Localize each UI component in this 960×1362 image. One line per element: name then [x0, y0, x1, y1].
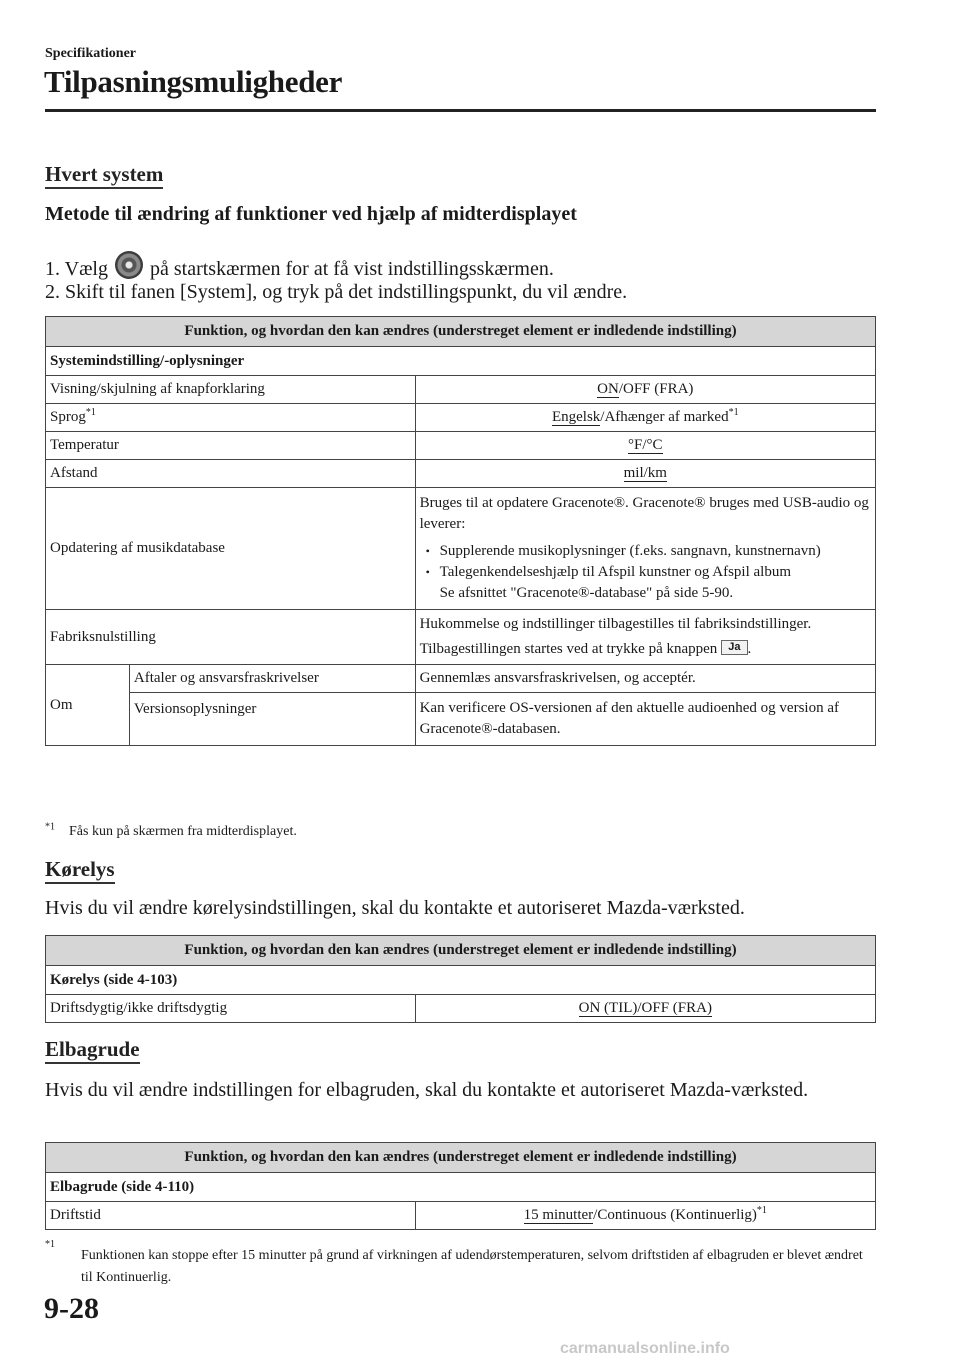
row-value: Engelsk/Afhænger af marked$^{*1}$: [415, 404, 875, 432]
row-value: [415, 432, 875, 460]
musik-list: [420, 541, 871, 604]
footnote-elbagrude: *1 Funktionen kan stoppe efter 15 minutter på grund af virkningen af udendørstemperaturen, selvom driftstiden af elbagruden er blevet ændret til Kontinuerlig.: [45, 1239, 863, 1285]
row-label: Afstand: [46, 460, 416, 488]
row-label: Aftaler og ansvarsfraskrivelser: [129, 665, 415, 693]
table-section: Elbagrude (side 4-110): [46, 1173, 876, 1202]
default-value: ON (TIL)/OFF (FRA): [578, 1000, 712, 1016]
settings-table-elbagrude: [45, 1142, 876, 1230]
footnote-marker: *1: [45, 821, 55, 833]
heading-elbagrude: Elbagrude: [45, 1037, 140, 1064]
title-rule: [45, 109, 876, 112]
row-value: 15 minutter/Continuous (Kontinuerlig)$^{*1}$: [415, 1202, 876, 1230]
fabrik-line2: Tilbagestillingen startes ved at trykke på knappen Ja .: [419, 641, 752, 657]
footnote-system: $^{*1}$ Fås kun på skærmen fra midterdisplayet.: [45, 821, 297, 839]
step-1: [45, 251, 554, 281]
row-label: Driftsdygtig/ikke driftsdygtig: [46, 995, 416, 1023]
row-label: Opdatering af musikdatabase: [46, 488, 416, 610]
heading-hvert-system: Hvert system: [45, 162, 163, 189]
subheading-midterdisplay: Metode til ændring af funktioner ved hjælp af midterdisplayet: [45, 203, 577, 225]
row-value: [415, 488, 875, 610]
step-1-post: på startskærmen for at få vist indstillingsskærmen.: [149, 258, 554, 280]
table-header: Funktion, og hvordan den kan ændres (understreget element er indledende indstilling): [46, 936, 876, 966]
row-label: Visning/skjulning af knapforklaring: [46, 376, 416, 404]
heading-korelys: Kørelys: [45, 857, 115, 884]
page-title: Tilpasningsmuligheder: [44, 64, 343, 99]
table-row: [46, 488, 876, 610]
table-section: Systemindstilling/-oplysninger: [46, 347, 876, 376]
row-label: Driftstid: [46, 1202, 416, 1230]
footnote-marker: *1: [728, 407, 739, 418]
table-header: Funktion, og hvordan den kan ændres (understreget element er indledende indstilling): [46, 317, 876, 347]
footnote-marker: *1: [85, 407, 96, 418]
table-row: [46, 404, 876, 432]
ja-button: Ja: [721, 640, 747, 655]
table-row: [46, 665, 876, 693]
step-2: 2. Skift til fanen [System], og tryk på det indstillingspunkt, du vil ændre.: [45, 281, 628, 303]
table-row: [46, 432, 876, 460]
table-row: [46, 693, 876, 746]
default-value: ON: [597, 381, 619, 397]
row-label: Sprog$^{*1}$: [46, 404, 416, 432]
section-label: Specifikationer: [45, 46, 136, 61]
default-value: °F/°C: [628, 437, 663, 453]
list-item: • Supplerende musikoplysninger (f.eks. sangnavn, kunstnernavn): [440, 541, 871, 562]
table-row: [46, 995, 876, 1023]
page-number: 9-28: [44, 1292, 99, 1325]
row-value: ON/OFF (FRA): [415, 376, 875, 404]
row-value: [415, 995, 875, 1023]
row-label-om: Om: [46, 665, 130, 746]
table-row: [46, 460, 876, 488]
row-label: Fabriksnulstilling: [46, 610, 416, 665]
row-value: Gennemlæs ansvarsfraskrivelsen, og acceptér.: [415, 665, 875, 693]
default-value: 15 minutter: [523, 1207, 594, 1223]
default-value: Engelsk: [551, 409, 601, 425]
footnote-marker: *1: [756, 1205, 767, 1216]
elbagrude-text: Hvis du vil ændre indstillingen for elbagruden, skal du kontakte et autoriseret Mazda-værksted.: [45, 1079, 809, 1101]
step-1-pre: 1. Vælg: [45, 258, 108, 280]
table-header: Funktion, og hvordan den kan ændres (understreget element er indledende indstilling): [46, 1143, 876, 1173]
row-label: Versionsoplysninger: [129, 693, 415, 746]
row-value: [415, 610, 875, 665]
gear-icon: [115, 251, 143, 279]
list-item: • Talegenkendelseshjælp til Afspil kunstner og Afspil album Se afsnittet "Gracenote®-database" på side 5-90.: [440, 562, 871, 604]
table-row: [46, 610, 876, 665]
settings-table-korelys: [45, 935, 876, 1023]
watermark: carmanualsonline.info: [560, 1340, 730, 1357]
table-row: [46, 1202, 876, 1230]
musik-intro: Bruges til at opdatere Gracenote®. Gracenote® bruges med USB-audio og leverer:: [419, 495, 869, 532]
fabrik-line1: Hukommelse og indstillinger tilbagestilles til fabriksindstillinger.: [419, 616, 812, 632]
table-row: [46, 376, 876, 404]
table-section: Kørelys (side 4-103): [46, 966, 876, 995]
row-value: Kan verificere OS-versionen af den aktuelle audioenhed og version af Gracenote®-databasen.: [415, 693, 875, 746]
korelys-text: Hvis du vil ændre kørelysindstillingen, skal du kontakte et autoriseret Mazda-værksted.: [45, 897, 745, 919]
row-value: [415, 460, 875, 488]
default-value: mil/km: [623, 465, 667, 481]
row-label: Temperatur: [46, 432, 416, 460]
settings-table-system: [45, 316, 876, 746]
